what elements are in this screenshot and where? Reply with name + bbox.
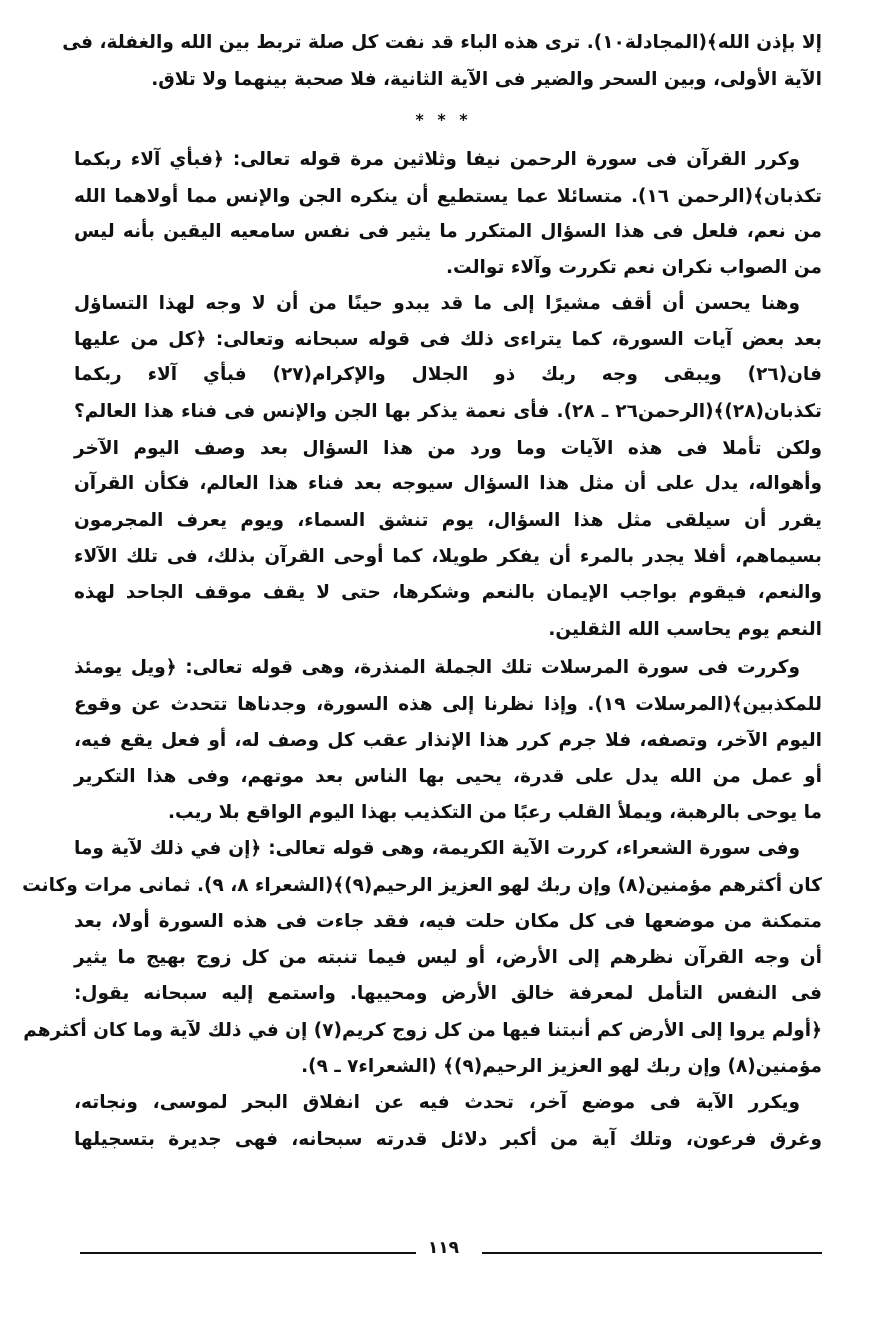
text-line: تكذبان(٢٨)﴾(الرحمن٢٦ ـ ٢٨). فأى نعمة يذكر بها الجن والإنس فى فناء هذا العالم؟	[74, 401, 822, 422]
text-line: ما يوحى بالرهبة، ويملأ القلب رعبًا من التكذيب بهذا اليوم الواقع بلا ريب.	[168, 802, 822, 823]
text-line: مؤمنين(٨) وإن ربك لهو العزيز الرحيم(٩)﴾ (الشعراء٧ ـ ٩).	[301, 1056, 822, 1077]
text-line: بعد بعض آيات السورة، كما يتراءى ذلك فى قوله سبحانه وتعالى: ﴿كل من عليها	[74, 329, 822, 350]
text-line: ﴿أولم يروا إلى الأرض كم أنبتنا فيها من كل زوج كريم(٧) إن في ذلك لآية وما كان أكثرهم	[23, 1020, 822, 1041]
text-line: يقرر أن سيلقى مثل هذا السؤال، يوم تنشق السماء، ويوم يعرف المجرمون	[74, 510, 822, 531]
page-number: ١١٩	[416, 1238, 471, 1258]
text-line: ولكن تأملا فى هذه الآيات وما ورد من هذا السؤال بعد وصف اليوم الآخر	[74, 438, 822, 459]
text-line: وكررت فى سورة المرسلات تلك الجملة المنذرة، وهى قوله تعالى: ﴿ويل يومئذ	[74, 657, 800, 678]
text-line: النعم يوم يحاسب الله الثقلين.	[548, 619, 822, 640]
text-line: وأهواله، يدل على أن مثل هذا السؤال سيوجه بعد فناء هذا العالم، فكأن القرآن	[74, 473, 822, 494]
text-line: من نعم، فلعل فى هذا السؤال المتكرر ما يثير فى نفس سامعيه اليقين بأنه ليس	[74, 221, 822, 242]
text-line: من الصواب نكران نعم تكررت وآلاء توالت.	[445, 257, 822, 278]
text-line: وكرر القرآن فى سورة الرحمن نيفا وثلاثين مرة قوله تعالى: ﴿فبأي آلاء ربكما	[74, 149, 800, 170]
text-line: متمكنة من موضعها فى كل مكان حلت فيه، فقد جاءت فى هذه السورة أولا، بعد	[74, 911, 822, 932]
page-number-wrap	[0, 1238, 887, 1258]
text-line: اليوم الآخر، وتصفه، فلا جرم كرر هذا الإنذار عقب كل وصف له، أو فعل يقع فيه،	[74, 730, 822, 751]
text-line: أن وجه القرآن نظرهم إلى الأرض، أو ليس فيما تنبته من كل زوج بهيج ما يثير	[74, 947, 822, 968]
text-line: فى النفس التأمل لمعرفة خالق الأرض ومحييها. واستمع إليه سبحانه يقول:	[74, 983, 822, 1004]
text-line: وغرق فرعون، وتلك آية من أكبر دلائل قدرته سبحانه، فهى جديرة بتسجيلها	[74, 1129, 822, 1150]
text-line: إلا بإذن الله﴾(المجادلة١٠). ترى هذه الباء قد نفت كل صلة تربط بين الله والغفلة، فى	[62, 32, 822, 53]
text-line: فان(٢٦) ويبقى وجه ربك ذو الجلال والإكرام(٢٧) فبأي آلاء ربكما	[74, 364, 822, 385]
section-separator: * * *	[415, 110, 472, 129]
text-line: تكذبان﴾(الرحمن ١٦). متسائلا عما يستطيع أن ينكره الجن والإنس مما أولاهما الله	[74, 186, 822, 207]
text-line: وهنا يحسن أن أقف مشيرًا إلى ما قد يبدو حينًا من أن لا وجه لهذا التساؤل	[74, 293, 800, 314]
text-line: والنعم، فيقوم بواجب الإيمان بالنعم وشكرها، حتى لا يقف موقف الجاحد لهذه	[74, 582, 822, 603]
text-line: ويكرر الآية فى موضع آخر، تحدث فيه عن انفلاق البحر لموسى، ونجاته،	[74, 1092, 800, 1113]
text-line: للمكذبين﴾(المرسلات ١٩). وإذا نظرنا إلى هذه السورة، وجدناها تتحدث عن وقوع	[74, 694, 823, 715]
text-line: أو عمل من الله يدل على قدرة، يحيى بها الناس بعد موتهم، وفى هذا التكرير	[74, 766, 822, 787]
text-line: بسيماهم، أفلا يجدر بالمرء أن يفكر طويلا، كما أوحى القرآن بذلك، فى تلك الآلاء	[74, 546, 822, 567]
text-line: الآية الأولى، وبين السحر والضير فى الآية الثانية، فلا صحبة بينهما ولا تلاق.	[151, 69, 822, 90]
text-line: وفى سورة الشعراء، كررت الآية الكريمة، وهى قوله تعالى: ﴿إن في ذلك لآية وما	[74, 838, 800, 859]
text-line: كان أكثرهم مؤمنين(٨) وإن ربك لهو العزيز الرحيم(٩)﴾(الشعراء ٨، ٩). ثمانى مرات وكانت	[22, 875, 822, 896]
